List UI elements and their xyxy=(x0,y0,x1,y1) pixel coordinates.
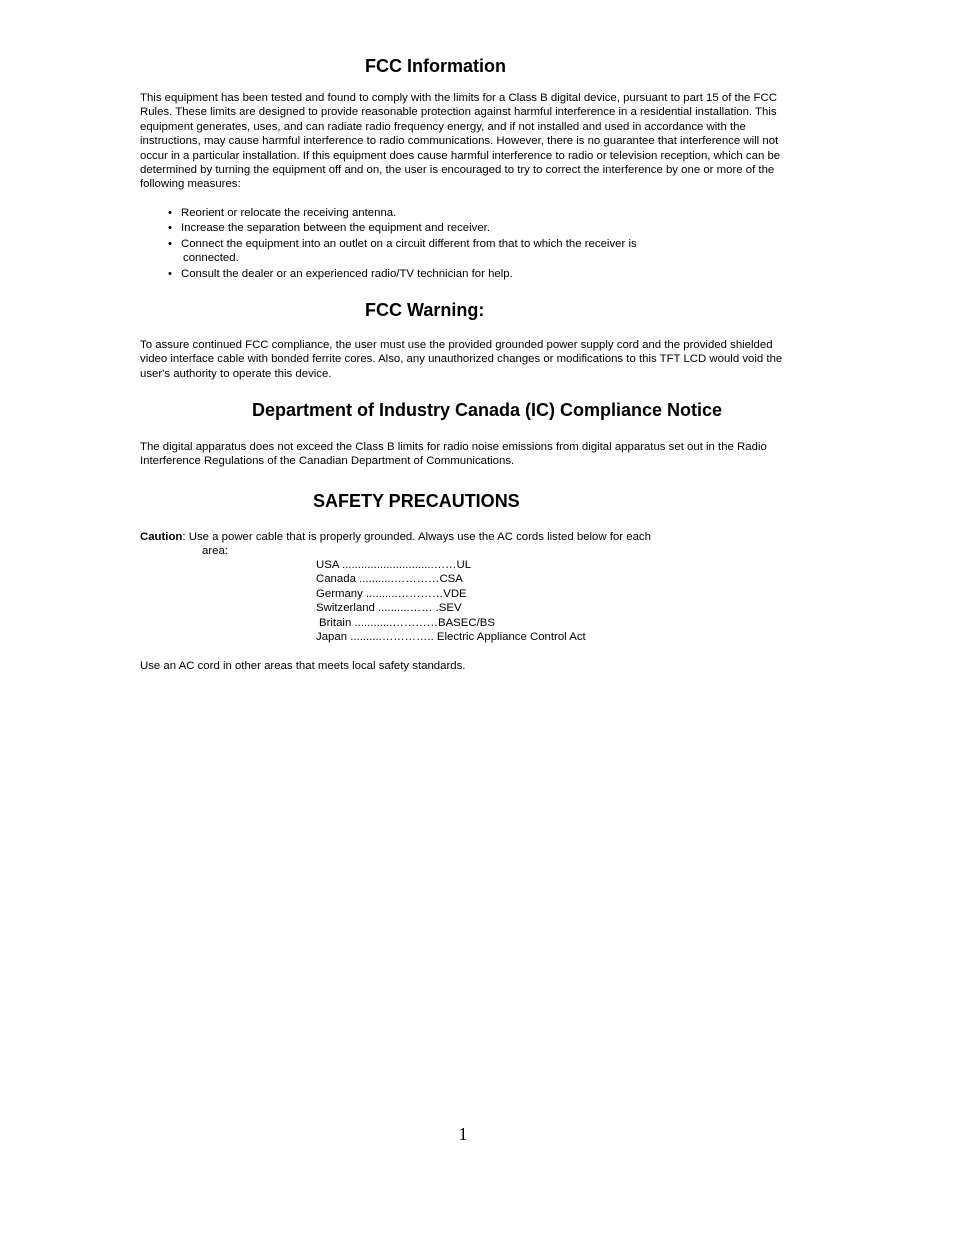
ic-notice-paragraph: The digital apparatus does not exceed the Class B limits for radio noise emissions from digital apparatus set out in the Radio Interference Regulations of the Canadian Department of Communications. xyxy=(140,441,767,468)
fcc-information-heading: FCC Information xyxy=(365,56,506,76)
bullet-icon: • xyxy=(168,222,172,235)
cord-standard-britain: Britain ............…………BASEC/BS xyxy=(319,616,495,629)
caution-continuation: area: xyxy=(202,545,228,558)
cord-standard-germany: Germany ..........…………VDE xyxy=(316,587,467,600)
cord-standard-usa: USA .............................……UL xyxy=(316,559,472,571)
fcc-warning-paragraph: To assure continued FCC compliance, the user must use the provided grounded power supply cord and the provided shielded video interface cable with bonded ferrite cores. Also, any unauthorized changes or modifications to this TFT LCD would void the user's authority to operate this device. xyxy=(140,339,783,380)
caution-label: Caution xyxy=(140,531,183,543)
list-item: • Reorient or relocate the receiving antenna. xyxy=(168,207,397,219)
list-item: • Consult the dealer or an experienced radio/TV technician for help. xyxy=(168,267,513,280)
caution-text: : Use a power cable that is properly grounded. Always use the AC cords listed below for each xyxy=(182,531,651,543)
safety-precautions-heading: SAFETY PRECAUTIONS xyxy=(313,491,520,511)
cord-standard-switzerland: Switzerland ..........…… .SEV xyxy=(316,602,462,615)
list-item: • Increase the separation between the equipment and receiver. xyxy=(168,222,491,235)
cord-standard-canada: Canada ...........…………CSA xyxy=(316,573,463,586)
bullet-icon: • xyxy=(168,237,172,250)
caution-paragraph xyxy=(140,530,780,559)
interference-measures-list xyxy=(168,206,728,281)
bullet-icon: • xyxy=(168,207,172,219)
page-number: 1 xyxy=(458,1124,468,1144)
fcc-information-paragraph: This equipment has been tested and found to comply with the limits for a Class B digital device, pursuant to part 15 of the FCC Rules. These limits are designed to provide reasonable protection against harmful interference in a residential installation. This equipment generates, uses, and can radiate radio frequency energy, and if not installed and used in accordance with the instructions, may cause harmful interference to radio communications. However, there is no guarantee that interference will not occur in a particular installation. If this equipment does cause harmful interference to radio or television reception, which can be determined by turning the equipment off and on, the user is encouraged to try to correct the interference by one or more of the following measures: xyxy=(140,92,781,191)
cord-standard-japan: Japan ..........………….. Electric Appliance Control Act xyxy=(316,631,586,644)
fcc-warning-heading: FCC Warning: xyxy=(365,300,485,320)
ic-notice-heading: Department of Industry Canada (IC) Compliance Notice xyxy=(252,400,723,420)
bullet-icon: • xyxy=(168,267,172,280)
safety-footer-note: Use an AC cord in other areas that meets local safety standards. xyxy=(140,660,466,672)
ac-cord-standards-list xyxy=(316,558,586,644)
list-item-continuation: connected. xyxy=(183,252,239,265)
list-item: • Connect the equipment into an outlet on a circuit different from that to which the receiver is connected. xyxy=(168,237,728,266)
